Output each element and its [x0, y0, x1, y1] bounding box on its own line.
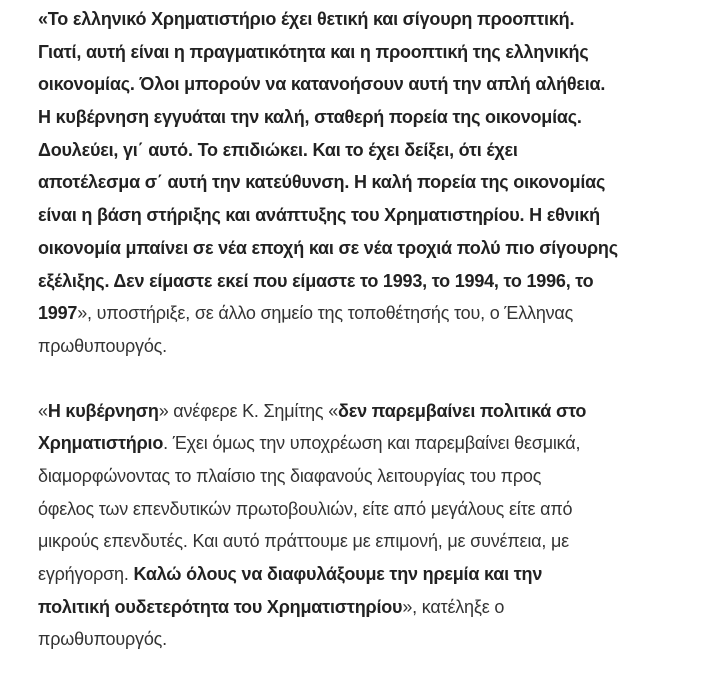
- bold-text: Χρηματιστήριο: [38, 433, 164, 454]
- bold-text: οικονομία μπαίνει σε νέα εποχή και σε νέα τροχιά πολύ πιο σίγουρης: [38, 237, 618, 258]
- text-line: [38, 199, 708, 232]
- text-line: [38, 36, 708, 69]
- text-line: [38, 460, 708, 493]
- bold-text: Δουλεύει, γι΄ αυτό. Το επιδιώκει. Και το έχει δείξει, ότι έχει: [38, 139, 518, 160]
- text-line: [38, 265, 708, 298]
- regular-text: όφελος των επενδυτικών πρωτοβουλιών, είτε από μεγάλους είτε από: [38, 498, 573, 519]
- regular-text: » ανέφερε Κ. Σημίτης «: [158, 400, 339, 421]
- text-line: [38, 232, 708, 265]
- text-line: [38, 297, 708, 330]
- text-line: [38, 101, 708, 134]
- text-line: [38, 427, 708, 460]
- bold-text: δεν παρεμβαίνει πολιτικά στο: [338, 400, 587, 421]
- bold-text: οικονομίας. Όλοι μπορούν να κατανοήσουν αυτή την απλή αλήθεια.: [38, 74, 606, 95]
- text-line: [38, 134, 708, 167]
- regular-text: διαμορφώνοντας το πλαίσιο της διαφανούς λειτουργίας του προς: [38, 465, 542, 486]
- regular-text: », κατέληξε ο: [402, 596, 505, 617]
- text-line: [38, 166, 708, 199]
- bold-text: Γιατί, αυτή είναι η πραγματικότητα και η προοπτική της ελληνικής: [38, 41, 589, 62]
- regular-text: εγρήγορση.: [38, 564, 134, 584]
- paragraph: [38, 3, 708, 363]
- regular-text: », υποστήριξε, σε άλλο σημείο της τοποθέτησής του, ο Έλληνας: [77, 303, 574, 324]
- bold-text: πολιτική ουδετερότητα του Χρηματιστηρίου: [38, 596, 403, 617]
- text-line: [38, 558, 708, 591]
- bold-text: Η κυβέρνηση εγγυάται την καλή, σταθερή πορεία της οικονομίας.: [38, 107, 582, 128]
- bold-text: Η κυβέρνηση: [47, 400, 159, 421]
- bold-text: είναι η βάση στήριξης και ανάπτυξης του Χρηματιστηρίου. Η εθνική: [38, 205, 600, 226]
- bold-text: 1997: [38, 303, 78, 324]
- article-body: [38, 3, 708, 688]
- text-line: [38, 330, 708, 363]
- paragraph: [38, 395, 708, 657]
- regular-text: . Έχει όμως την υποχρέωση και παρεμβαίνει θεσμικά,: [163, 433, 581, 454]
- regular-text: «: [38, 400, 48, 421]
- text-line: [38, 623, 708, 656]
- text-line: [38, 525, 708, 558]
- regular-text: πρωθυπουργός.: [38, 335, 167, 356]
- text-line: [38, 395, 708, 428]
- bold-text: Καλώ όλους να διαφυλάξουμε την ηρεμία και την: [133, 564, 543, 584]
- regular-text: μικρούς επενδυτές. Και αυτό πράττουμε με επιμονή, με συνέπεια, με: [38, 531, 569, 552]
- bold-text: εξέλιξης. Δεν είμαστε εκεί που είμαστε το 1993, το 1994, το 1996, το: [38, 270, 594, 291]
- text-line: [38, 3, 708, 36]
- text-line: [38, 493, 708, 526]
- text-line: [38, 68, 708, 101]
- regular-text: πρωθυπουργός.: [38, 629, 167, 650]
- bold-text: αποτέλεσμα σ΄ αυτή την κατεύθυνση. Η καλή πορεία της οικονομίας: [38, 172, 606, 193]
- bold-text: «Το ελληνικό Χρηματιστήριο έχει θετική και σίγουρη προοπτική.: [38, 9, 575, 29]
- text-line: [38, 591, 708, 624]
